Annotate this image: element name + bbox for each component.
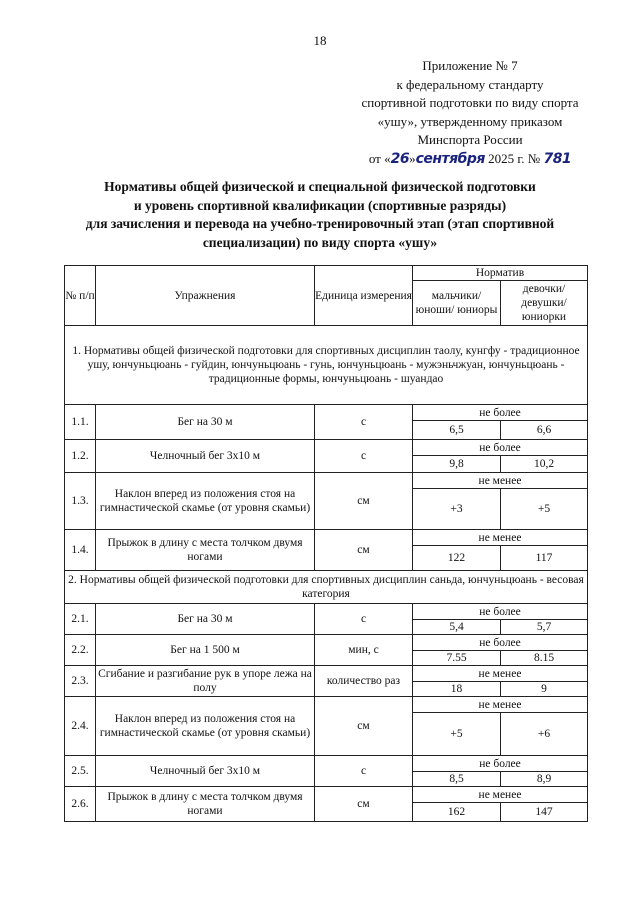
table-row bbox=[65, 635, 588, 651]
exercise-name: Челночный бег 3х10 м bbox=[96, 756, 315, 787]
girls-value: 10,2 bbox=[501, 456, 588, 473]
table-row bbox=[65, 604, 588, 620]
row-number: 2.3. bbox=[65, 666, 96, 697]
norm-label: не менее bbox=[413, 473, 588, 489]
exercise-name: Бег на 1 500 м bbox=[96, 635, 315, 666]
row-number: 1.3. bbox=[65, 473, 96, 530]
norms-table bbox=[64, 265, 588, 822]
exercise-name: Сгибание и разгибание рук в упоре лежа на полу bbox=[96, 666, 315, 697]
row-number: 2.5. bbox=[65, 756, 96, 787]
order-date-line: от «26»сентября 2025 г. № 781 bbox=[368, 150, 572, 167]
unit: с bbox=[315, 405, 413, 440]
row-number: 2.1. bbox=[65, 604, 96, 635]
boys-value: 8,5 bbox=[413, 772, 501, 787]
header-unit: Единица измерения bbox=[315, 266, 413, 326]
page-number: 18 bbox=[313, 33, 327, 48]
row-number: 1.2. bbox=[65, 440, 96, 473]
row-number: 2.6. bbox=[65, 787, 96, 822]
title-line-3: для зачисления и перевода на учебно-тренировочный этап (этап спортивной bbox=[85, 216, 555, 231]
row-number: 1.4. bbox=[65, 530, 96, 571]
row-number: 2.4. bbox=[65, 697, 96, 756]
norm-label: не менее bbox=[413, 787, 588, 803]
appendix-line-5: Минспорта России bbox=[417, 132, 523, 147]
appendix-header bbox=[330, 57, 610, 168]
boys-value: +5 bbox=[413, 713, 501, 756]
appendix-title: Приложение № 7 bbox=[422, 58, 518, 73]
appendix-line-3: спортивной подготовки по виду спорта bbox=[361, 95, 579, 110]
header-girls: девочки/ девушки/ юниорки bbox=[501, 281, 588, 326]
table-row bbox=[65, 787, 588, 803]
handwritten-order-number: 781 bbox=[543, 150, 572, 167]
exercise-name: Челночный бег 3х10 м bbox=[96, 440, 315, 473]
unit: см bbox=[315, 787, 413, 822]
handwritten-day: 26 bbox=[390, 150, 410, 167]
appendix-line-4: «ушу», утвержденному приказом bbox=[377, 113, 563, 129]
exercise-name: Наклон вперед из положения стоя на гимнастической скамье (от уровня скамьи) bbox=[96, 473, 315, 530]
table-row bbox=[65, 530, 588, 546]
table-row bbox=[65, 756, 588, 772]
exercise-name: Наклон вперед из положения стоя на гимнастической скамье (от уровня скамьи) bbox=[96, 697, 315, 756]
exercise-name: Прыжок в длину с места толчком двумя ногами bbox=[96, 787, 315, 822]
norm-label: не менее bbox=[413, 530, 588, 546]
table-row bbox=[65, 473, 588, 489]
unit: с bbox=[315, 756, 413, 787]
unit: с bbox=[315, 604, 413, 635]
header-exercise: Упражнения bbox=[96, 266, 315, 326]
norm-label: не менее bbox=[413, 697, 588, 713]
norm-label: не более bbox=[413, 756, 588, 772]
boys-value: 18 bbox=[413, 682, 501, 697]
unit: с bbox=[315, 440, 413, 473]
row-number: 2.2. bbox=[65, 635, 96, 666]
section-heading-row bbox=[65, 571, 588, 604]
title-line-1: Нормативы общей физической и специальной физической подготовки bbox=[104, 179, 536, 194]
table-row bbox=[65, 697, 588, 713]
unit: мин, с bbox=[315, 635, 413, 666]
girls-value: +5 bbox=[501, 489, 588, 530]
table-header-row bbox=[65, 266, 588, 281]
table-row bbox=[65, 440, 588, 456]
unit: см bbox=[315, 473, 413, 530]
boys-value: 9,8 bbox=[413, 456, 501, 473]
header-boys: мальчики/ юноши/ юниоры bbox=[413, 281, 501, 326]
norm-label: не более bbox=[413, 604, 588, 620]
boys-value: +3 bbox=[413, 489, 501, 530]
boys-value: 122 bbox=[413, 546, 501, 571]
unit: количество раз bbox=[315, 666, 413, 697]
norm-label: не более bbox=[413, 440, 588, 456]
document-title bbox=[60, 178, 580, 252]
unit: см bbox=[315, 530, 413, 571]
boys-value: 162 bbox=[413, 803, 501, 822]
norm-label: не более bbox=[413, 635, 588, 651]
girls-value: 6,6 bbox=[501, 421, 588, 440]
unit: см bbox=[315, 697, 413, 756]
section-1-heading: 1. Нормативы общей физической подготовки для спортивных дисциплин таолу, кунгфу - традиционное ушу, юнчуньцюань - гуйдин, юнчуньцюань - гунь, юнчуньцюань - мужэньчжуан, юнчуньцюань - традиционные формы, юнчуньцюань - шуандао bbox=[65, 326, 588, 405]
norm-label: не более bbox=[413, 405, 588, 421]
row-number: 1.1. bbox=[65, 405, 96, 440]
boys-value: 7.55 bbox=[413, 651, 501, 666]
title-line-2: и уровень спортивной квалификации (спортивные разряды) bbox=[133, 197, 507, 213]
exercise-name: Бег на 30 м bbox=[96, 604, 315, 635]
girls-value: 147 bbox=[501, 803, 588, 822]
girls-value: 8.15 bbox=[501, 651, 588, 666]
header-norm: Норматив bbox=[413, 266, 588, 281]
section-heading-row bbox=[65, 326, 588, 405]
girls-value: 117 bbox=[501, 546, 588, 571]
exercise-name: Прыжок в длину с места толчком двумя ногами bbox=[96, 530, 315, 571]
girls-value: 8,9 bbox=[501, 772, 588, 787]
girls-value: 5,7 bbox=[501, 620, 588, 635]
girls-value: +6 bbox=[501, 713, 588, 756]
boys-value: 6,5 bbox=[413, 421, 501, 440]
handwritten-month: сентября bbox=[415, 150, 485, 167]
title-line-4: специализации) по виду спорта «ушу» bbox=[202, 234, 438, 250]
appendix-line-2: к федеральному стандарту bbox=[396, 76, 544, 92]
header-num: № п/п bbox=[65, 266, 96, 326]
table-row bbox=[65, 405, 588, 421]
boys-value: 5,4 bbox=[413, 620, 501, 635]
norm-label: не менее bbox=[413, 666, 588, 682]
section-2-heading: 2. Нормативы общей физической подготовки для спортивных дисциплин саньда, юнчуньцюань - весовая категория bbox=[65, 571, 588, 604]
table-row bbox=[65, 666, 588, 682]
girls-value: 9 bbox=[501, 682, 588, 697]
exercise-name: Бег на 30 м bbox=[96, 405, 315, 440]
